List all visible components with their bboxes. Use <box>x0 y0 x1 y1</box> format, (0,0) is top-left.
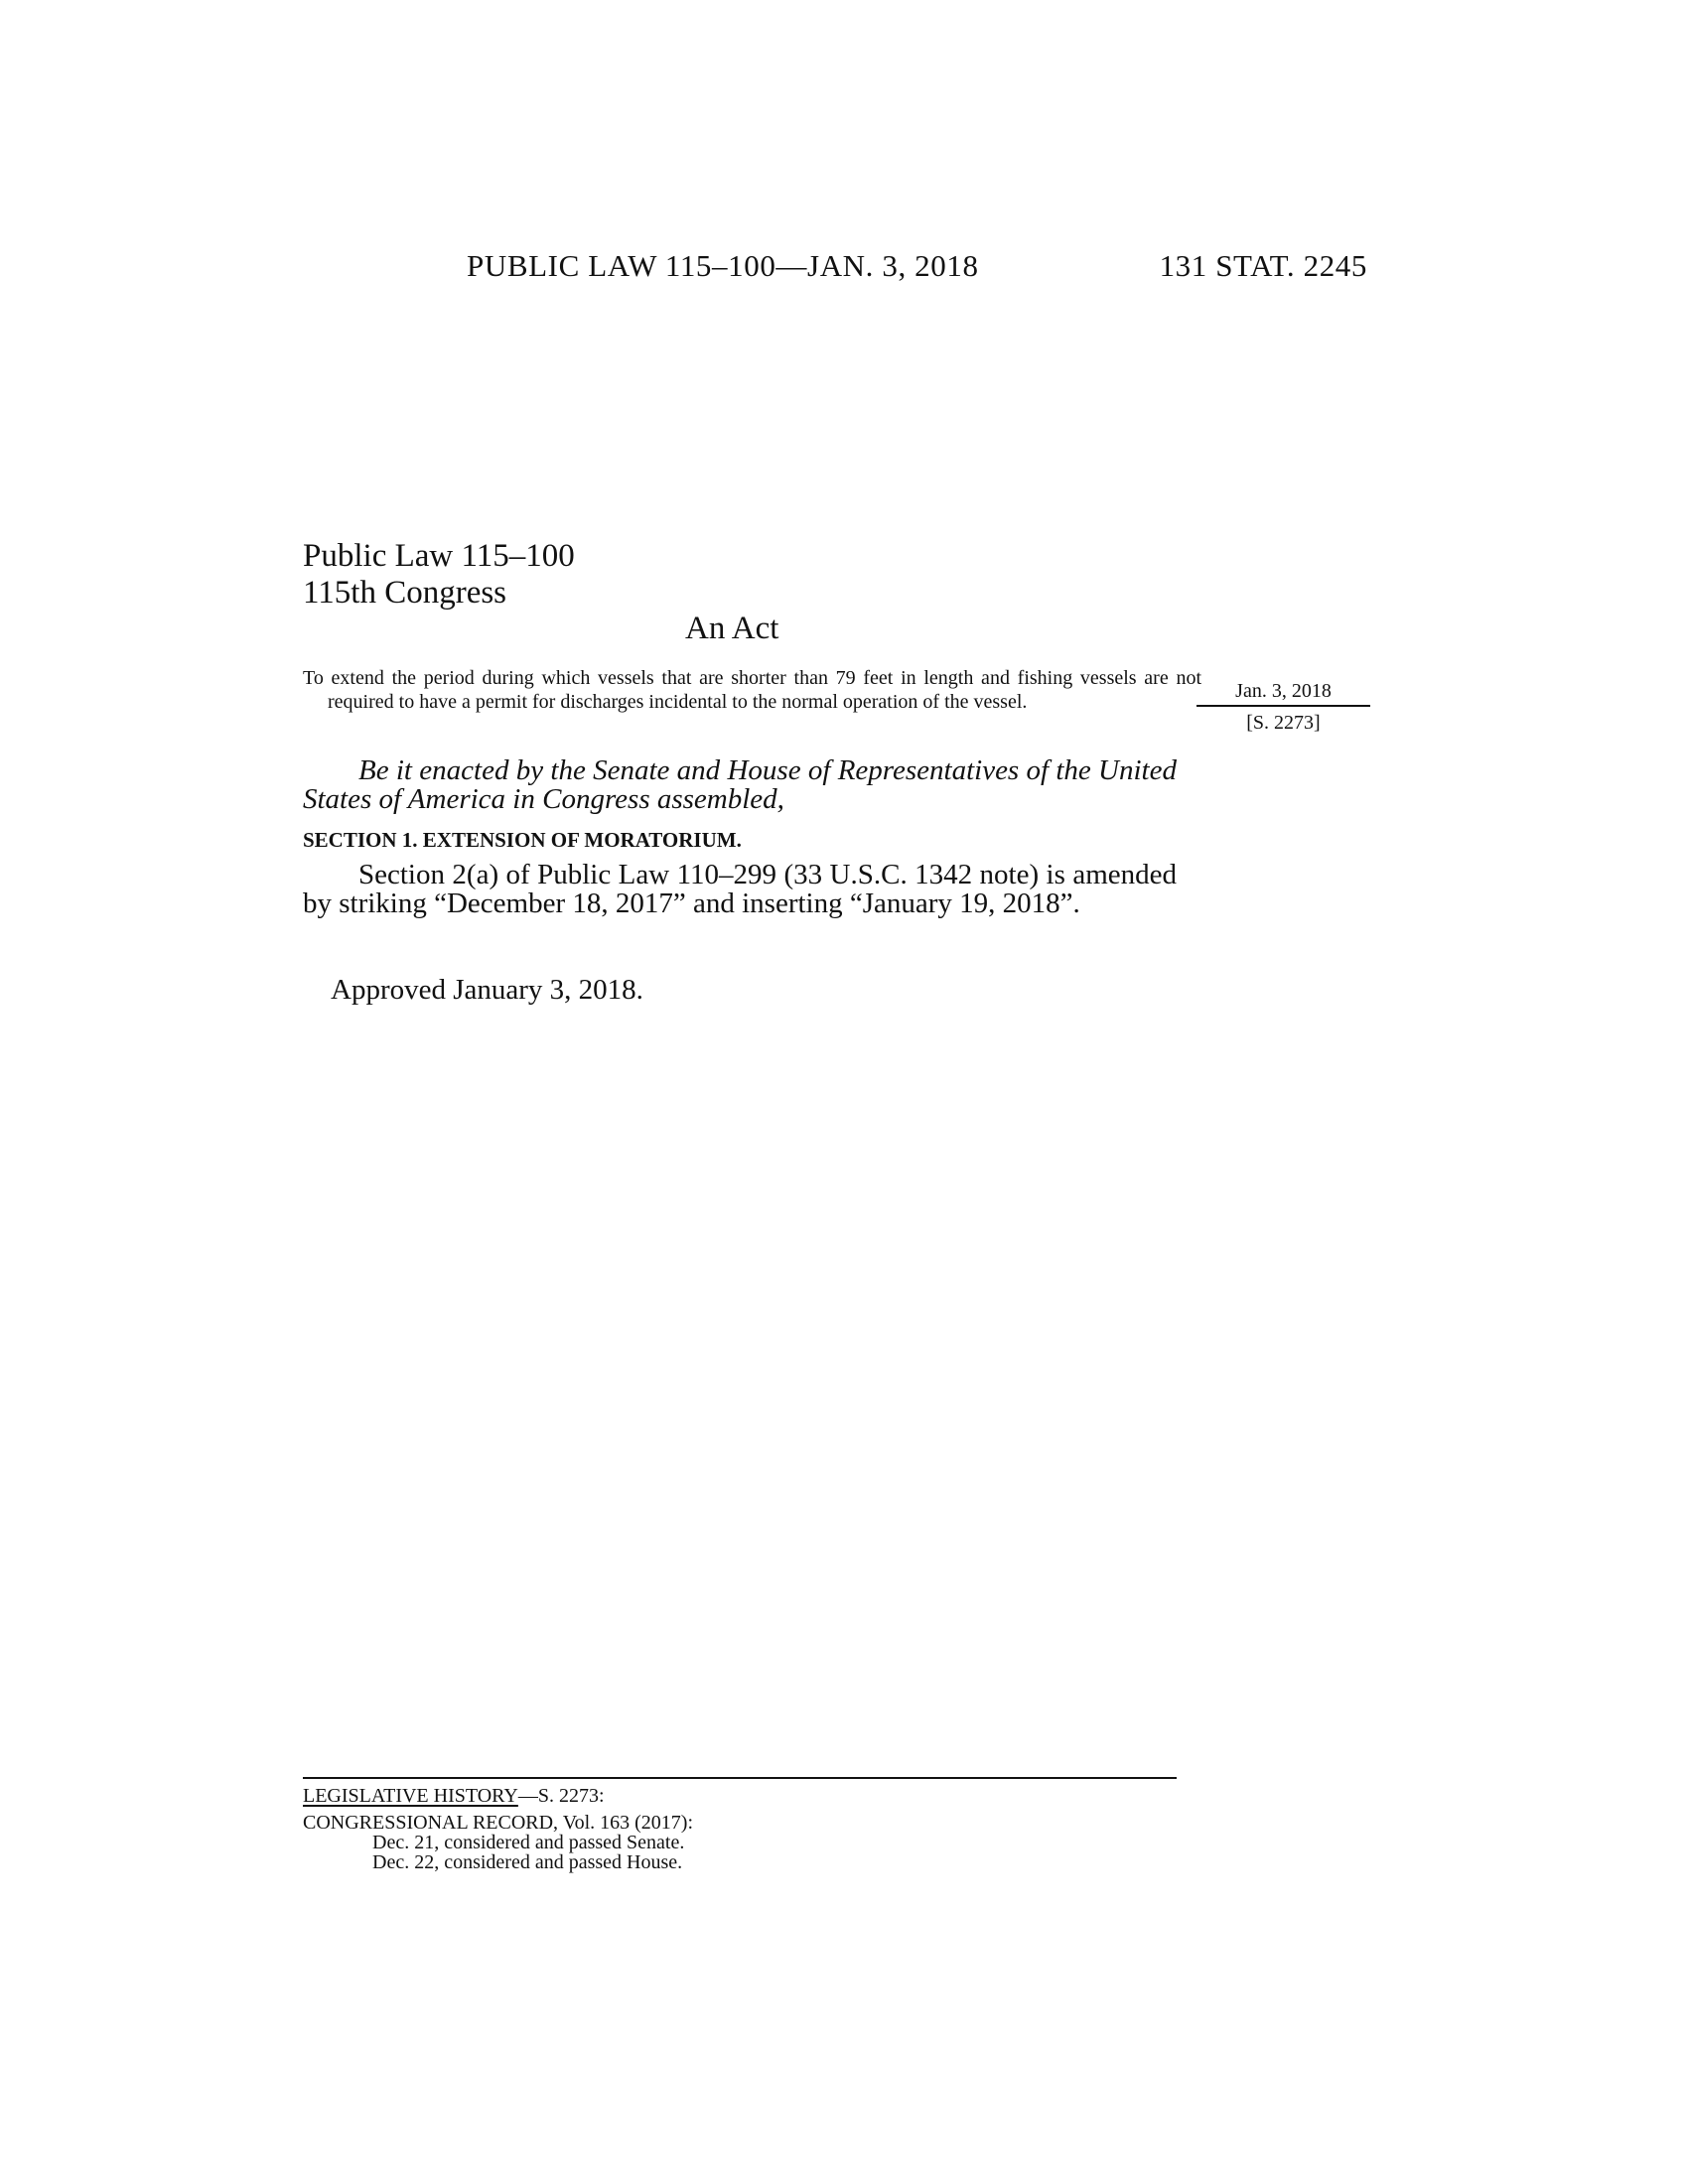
congress-label: 115th Congress <box>303 575 507 611</box>
history-action: Dec. 21, considered and passed Senate. <box>372 1832 685 1853</box>
legislative-history-bill: —S. 2273: <box>517 1785 605 1807</box>
approval-line: Approved January 3, 2018. <box>331 974 643 1006</box>
enacting-clause: Be it enacted by the Senate and House of Representatives of the United States of America in Congress assembled, <box>303 754 1177 815</box>
act-label: An Act <box>685 611 779 646</box>
stat-citation: 131 STAT. 2245 <box>1159 248 1367 283</box>
legislative-history-heading <box>303 1784 605 1808</box>
history-action: Dec. 22, considered and passed House. <box>372 1851 683 1873</box>
congressional-record: CONGRESSIONAL RECORD, Vol. 163 (2017): <box>303 1812 693 1834</box>
footnote-divider <box>303 1777 1177 1779</box>
running-head: PUBLIC LAW 115–100—JAN. 3, 2018 <box>467 248 979 283</box>
legislative-history-label: LEGISLATIVE HISTORY <box>303 1785 518 1807</box>
section-heading: SECTION 1. EXTENSION OF MORATORIUM. <box>303 828 742 852</box>
purpose-statement: To extend the period during which vessels that are shorter than 79 feet in length and fishing vessels are not required to have a permit for discharges incidental to the normal operation of the vessel. <box>303 667 1201 713</box>
section-body: Section 2(a) of Public Law 110–299 (33 U.S.C. 1342 note) is amended by striking “December 18, 2017” and inserting “January 19, 2018”. <box>303 859 1177 919</box>
margin-bill-number: [S. 2273] <box>1246 712 1321 734</box>
law-title: Public Law 115–100 <box>303 538 575 574</box>
margin-date: Jan. 3, 2018 <box>1235 680 1332 702</box>
margin-divider <box>1196 705 1370 707</box>
